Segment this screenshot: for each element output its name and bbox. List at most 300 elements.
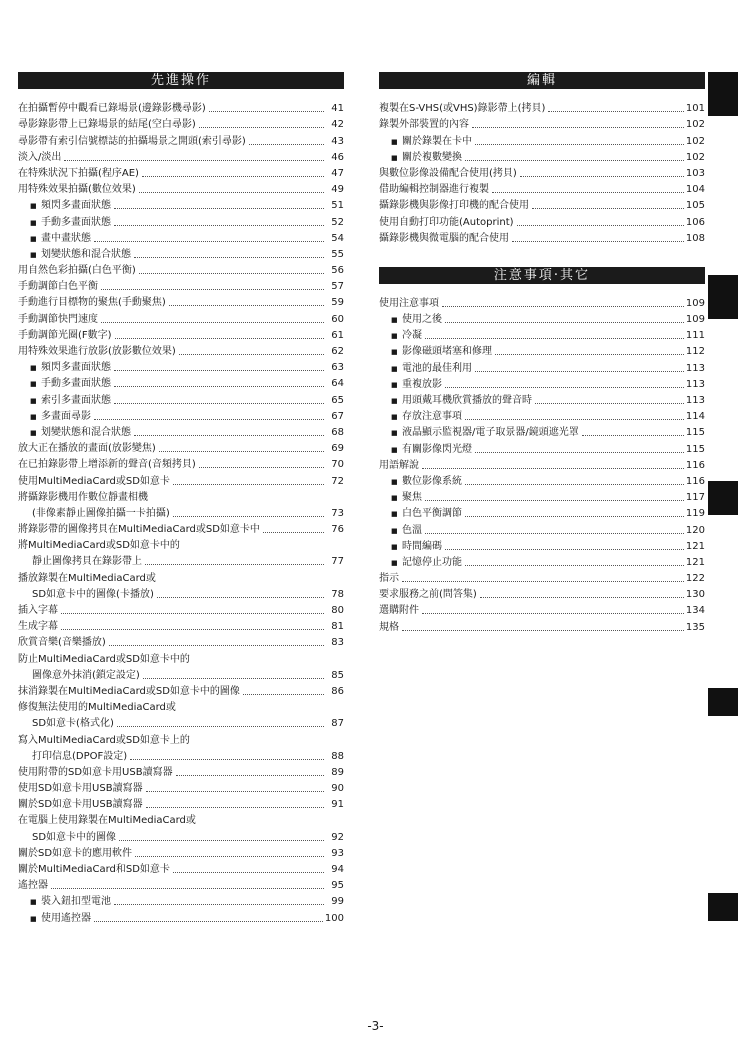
toc-entry <box>379 407 705 423</box>
toc-entry-title: 划變狀態和混合狀態 <box>41 426 131 438</box>
toc-entry-page-number: 101 <box>685 103 705 115</box>
toc-entry-page-number: 68 <box>331 426 344 438</box>
dot-leader <box>475 370 684 372</box>
dot-leader <box>422 467 684 469</box>
dot-leader <box>512 240 684 242</box>
bullet-square-icon: ■ <box>30 202 37 211</box>
toc-entry-title: 聚焦 <box>402 492 422 504</box>
toc-entry-title: 生成字幕 <box>18 621 58 633</box>
toc-entry-title: 將錄影帶的圖像拷貝在MultiMediaCard或SD如意卡中 <box>18 524 260 536</box>
section-heading-advanced-operations: 先進操作 <box>18 72 344 89</box>
dot-leader <box>475 143 684 145</box>
toc-entry-page-number: 117 <box>685 492 705 504</box>
toc-entry-title: 划變狀態和混合狀態 <box>41 248 131 260</box>
toc-entry <box>18 844 344 860</box>
bullet-square-icon: ■ <box>391 316 398 325</box>
toc-entry <box>18 196 344 212</box>
toc-entry-title: 手動調節白色平衡 <box>18 281 98 293</box>
dot-leader <box>495 353 684 355</box>
toc-entry <box>18 131 344 147</box>
toc-entry-title: 使用附帶的SD如意卡用USB讀寫器 <box>18 766 173 778</box>
dot-leader <box>243 693 324 695</box>
bullet-square-icon: ■ <box>30 914 37 923</box>
bullet-square-icon: ■ <box>391 429 398 438</box>
toc-entry-page-number: 109 <box>685 297 705 309</box>
dot-leader <box>114 207 324 209</box>
toc-entry <box>379 115 705 131</box>
toc-entry-title: 打印信息(DPOF設定) <box>32 750 128 762</box>
dot-leader <box>61 612 324 614</box>
toc-entry <box>18 277 344 293</box>
dot-leader <box>445 386 684 388</box>
bullet-square-icon: ■ <box>30 428 37 437</box>
toc-entry-page-number: 134 <box>685 605 705 617</box>
toc-entry <box>18 585 344 601</box>
toc-entry-title: SD如意卡中的圖像 <box>32 831 117 843</box>
toc-entry-title: 用頭戴耳機欣賞播放的聲音時 <box>402 395 532 406</box>
toc-entry-page-number: 116 <box>685 459 705 471</box>
toc-entry-title: 時間編碼 <box>402 540 442 552</box>
toc-entry-title: 有關影像閃光燈 <box>402 443 472 455</box>
toc-entry-page-number: 78 <box>331 588 344 600</box>
toc-entry <box>18 261 344 277</box>
toc-entry-title: 記憶停止功能 <box>402 556 462 568</box>
dot-leader <box>425 532 684 534</box>
dot-leader <box>61 628 324 630</box>
toc-entry <box>18 374 344 390</box>
toc-entry-title: 修復無法使用的MultiMediaCard或 <box>18 702 176 714</box>
dot-leader <box>425 499 684 501</box>
dot-leader <box>517 224 684 226</box>
toc-entry-title: 重複放影 <box>402 378 442 390</box>
toc-entry-title: 與數位影像設備配合使用(拷貝) <box>379 167 517 179</box>
dot-leader <box>445 321 684 323</box>
toc-entry <box>379 553 705 569</box>
toc-entry-title: 用語解說 <box>379 459 419 471</box>
toc-entry <box>18 747 344 763</box>
toc-entry <box>379 456 705 472</box>
toc-entry-title: 頻閃多畫面狀態 <box>41 362 111 374</box>
toc-entry-title: 在特殊狀況下拍攝(程序AE) <box>18 167 139 179</box>
toc-entry-page-number: 115 <box>685 443 705 455</box>
dot-leader <box>465 418 684 420</box>
toc-entry-title: 關於錄製在卡中 <box>402 135 472 147</box>
toc-entry-title: 複製在S-VHS(或VHS)錄影帶上(拷貝) <box>379 103 546 115</box>
bullet-square-icon: ■ <box>30 898 37 907</box>
toc-entry-page-number: 114 <box>685 411 705 423</box>
toc-entry <box>18 471 344 487</box>
dot-leader <box>173 483 324 485</box>
dot-leader <box>445 548 684 550</box>
bullet-square-icon: ■ <box>391 542 398 551</box>
bullet-square-icon: ■ <box>30 234 37 243</box>
toc-entry-page-number: 62 <box>331 346 344 357</box>
toc-entry <box>18 180 344 196</box>
toc-entry-title: SD如意卡中的圖像(卡播放) <box>32 588 154 600</box>
dot-leader <box>209 110 324 112</box>
toc-entry-title: 使用自動打印功能(Autoprint) <box>379 216 514 228</box>
toc-entry-title: 使用遙控器 <box>41 912 91 924</box>
toc-entry-page-number: 93 <box>331 847 344 859</box>
dot-leader <box>51 887 324 889</box>
dot-leader <box>101 288 324 290</box>
toc-entry <box>379 504 705 520</box>
toc-entry <box>379 391 705 407</box>
toc-entry-page-number: 91 <box>331 799 344 811</box>
toc-entry <box>18 293 344 309</box>
toc-entry-page-number: 99 <box>331 896 344 908</box>
dot-leader <box>94 920 323 922</box>
dot-leader <box>146 790 324 792</box>
dot-leader <box>94 240 324 242</box>
bullet-square-icon: ■ <box>391 380 398 389</box>
toc-entry-title: 在拍攝暫停中觀看已錄場景(邊錄影機尋影) <box>18 103 206 115</box>
index-tab-marker <box>708 688 738 716</box>
bullet-square-icon: ■ <box>391 332 398 341</box>
toc-entry-title: 關於SD如意卡用USB讀寫器 <box>18 799 143 811</box>
toc-entry-title: 插入字幕 <box>18 605 58 616</box>
bullet-square-icon: ■ <box>30 412 37 421</box>
bullet-square-icon: ■ <box>391 445 398 454</box>
toc-entry <box>18 633 344 649</box>
dot-leader <box>142 175 324 177</box>
toc-entry <box>18 358 344 374</box>
toc-entry-page-number: 102 <box>685 135 705 147</box>
toc-entry <box>18 876 344 892</box>
toc-entry-title: 攝錄影機與微電腦的配合使用 <box>379 232 509 244</box>
toc-entry-page-number: 46 <box>331 151 344 163</box>
toc-entry-title: 關於SD如意卡的應用軟件 <box>18 847 133 859</box>
bullet-square-icon: ■ <box>391 558 398 567</box>
toc-entry-title: 白色平衡調節 <box>402 508 462 520</box>
toc-entry-title: 放大正在播放的畫面(放影變焦) <box>18 443 156 455</box>
toc-entry <box>379 212 705 228</box>
dot-leader <box>114 369 324 371</box>
toc-entry-title: 裝入鈕扣型電池 <box>41 896 111 908</box>
index-tab-marker <box>708 72 738 116</box>
dot-leader <box>548 110 684 112</box>
toc-entry-page-number: 73 <box>331 507 344 519</box>
toc-entry-page-number: 57 <box>331 281 344 293</box>
dot-leader <box>169 304 324 306</box>
toc-entry-page-number: 63 <box>331 362 344 374</box>
toc-entry <box>18 649 344 665</box>
dot-leader <box>135 855 324 857</box>
toc-entry <box>379 180 705 196</box>
bullet-square-icon: ■ <box>30 250 37 259</box>
toc-entry <box>379 520 705 536</box>
toc-entry-page-number: 52 <box>331 216 344 228</box>
dot-leader <box>465 564 684 566</box>
dot-leader <box>64 159 324 161</box>
toc-entry <box>18 568 344 584</box>
toc-entry-page-number: 120 <box>685 524 705 536</box>
toc-entry-title: 寫入MultiMediaCard或SD如意卡上的 <box>18 734 190 746</box>
dot-leader <box>159 450 324 452</box>
dot-leader <box>402 580 684 582</box>
dot-leader <box>115 337 324 339</box>
toc-entry-title: 多畫面尋影 <box>41 410 91 422</box>
toc-entry-page-number: 90 <box>331 783 344 795</box>
toc-entry-page-number: 104 <box>685 184 705 196</box>
dot-leader <box>465 515 684 517</box>
dot-leader <box>492 191 684 193</box>
toc-entry <box>18 682 344 698</box>
toc-entry <box>18 390 344 406</box>
toc-entry <box>379 439 705 455</box>
toc-entry <box>379 310 705 326</box>
toc-entry-title: 液晶顯示監視器/電子取景器/鏡頭遮光罩 <box>402 427 579 439</box>
toc-entry-title: 頻閃多畫面狀態 <box>41 200 111 212</box>
toc-entry-page-number: 103 <box>685 167 705 179</box>
toc-entry <box>18 488 344 504</box>
toc-entry-title: 將MultiMediaCard或SD如意卡中的 <box>18 540 180 552</box>
toc-entry <box>18 908 344 924</box>
toc-entry-title: 尋影帶有索引信號標誌的拍攝場景之開頭(索引尋影) <box>18 135 246 147</box>
toc-entry <box>379 585 705 601</box>
toc-entry-title: 使用之後 <box>402 314 442 326</box>
toc-entry-title: 選購附件 <box>379 605 419 617</box>
index-tab-marker <box>708 893 738 921</box>
toc-entry-title: 靜止圖像拷貝在錄影帶上 <box>32 556 142 568</box>
toc-entry <box>379 488 705 504</box>
dot-leader <box>119 839 324 841</box>
dot-leader <box>117 725 324 727</box>
toc-entry-page-number: 76 <box>331 524 344 536</box>
dot-leader <box>179 353 324 355</box>
toc-entry-page-number: 113 <box>685 362 705 374</box>
editing-toc <box>379 99 705 245</box>
toc-entry-title: 攝錄影機與影像打印機的配合使用 <box>379 200 529 212</box>
page-number: -3- <box>367 1019 384 1033</box>
toc-entry-page-number: 109 <box>685 314 705 326</box>
dot-leader <box>472 126 684 128</box>
dot-leader <box>402 629 684 631</box>
dot-leader <box>130 758 324 760</box>
toc-entry-page-number: 47 <box>331 167 344 179</box>
toc-entry-title: 在電腦上使用錄製在MultiMediaCard或 <box>18 815 196 827</box>
toc-entry <box>379 326 705 342</box>
toc-entry <box>18 714 344 730</box>
bullet-square-icon: ■ <box>391 348 398 357</box>
toc-entry-page-number: 88 <box>331 750 344 762</box>
toc-entry-title: 關於複數變換 <box>402 151 462 163</box>
toc-entry-title: 存放注意事項 <box>402 411 462 423</box>
toc-entry-title: 用自然色彩拍攝(白色平衡) <box>18 265 136 277</box>
bullet-square-icon: ■ <box>391 397 398 405</box>
toc-entry <box>379 569 705 585</box>
toc-entry <box>379 617 705 633</box>
toc-entry-title: SD如意卡(格式化) <box>32 718 114 730</box>
toc-entry-title: 遙控器 <box>18 880 48 892</box>
toc-entry-page-number: 49 <box>331 184 344 196</box>
section-heading-editing: 編輯 <box>379 72 705 89</box>
toc-entry-page-number: 69 <box>331 443 344 455</box>
toc-entry <box>18 860 344 876</box>
dot-leader <box>442 305 684 307</box>
dot-leader <box>535 402 684 404</box>
bullet-square-icon: ■ <box>30 396 37 405</box>
toc-entry-page-number: 81 <box>331 621 344 633</box>
toc-entry-page-number: 121 <box>685 556 705 568</box>
bullet-square-icon: ■ <box>391 413 398 422</box>
toc-entry-title: 防止MultiMediaCard或SD如意卡中的 <box>18 653 190 665</box>
toc-entry-page-number: 72 <box>331 475 344 487</box>
toc-entry <box>18 212 344 228</box>
toc-entry-title: 在已拍錄影帶上增添新的聲音(音頻拷貝) <box>18 459 196 471</box>
toc-entry <box>379 131 705 147</box>
dot-leader <box>134 256 324 258</box>
toc-entry-title: 影像磁頭堵塞和修理 <box>402 346 492 358</box>
bullet-square-icon: ■ <box>391 526 398 535</box>
toc-entry <box>18 520 344 536</box>
toc-entry-page-number: 64 <box>331 378 344 390</box>
toc-entry-page-number: 67 <box>331 410 344 422</box>
dot-leader <box>173 871 324 873</box>
toc-entry <box>18 552 344 568</box>
dot-leader <box>114 385 324 387</box>
toc-entry-title: 借助編輯控制器進行複製 <box>379 184 489 196</box>
toc-entry-title: 手動多畫面狀態 <box>41 216 111 228</box>
section-heading-precautions-others: 注意事項·其它 <box>379 267 705 284</box>
toc-entry-title: 使用MultiMediaCard或SD如意卡 <box>18 475 170 487</box>
toc-entry-page-number: 59 <box>331 297 344 309</box>
toc-entry-page-number: 121 <box>685 540 705 552</box>
toc-entry <box>379 196 705 212</box>
advanced-operations-column <box>18 72 344 925</box>
toc-entry <box>379 294 705 310</box>
bullet-square-icon: ■ <box>391 364 398 373</box>
toc-entry-page-number: 51 <box>331 200 344 212</box>
dot-leader <box>465 483 684 485</box>
toc-entry <box>18 601 344 617</box>
dot-leader <box>532 207 684 209</box>
toc-entry-title: 欣賞音樂(音樂播放) <box>18 637 106 649</box>
toc-entry-page-number: 105 <box>685 200 705 212</box>
dot-leader <box>146 806 324 808</box>
toc-entry-page-number: 61 <box>331 329 344 341</box>
toc-entry-title: 電池的最佳利用 <box>402 362 472 374</box>
toc-entry <box>18 617 344 633</box>
toc-entry <box>379 164 705 180</box>
toc-entry-page-number: 102 <box>685 151 705 163</box>
bullet-square-icon: ■ <box>391 494 398 503</box>
toc-entry-title: 手動多畫面狀態 <box>41 378 111 390</box>
toc-entry-page-number: 115 <box>685 427 705 439</box>
toc-entry <box>18 148 344 164</box>
toc-entry-page-number: 41 <box>331 103 344 115</box>
toc-entry-title: 淡入/淡出 <box>18 151 62 163</box>
dot-leader <box>422 612 684 614</box>
toc-entry <box>18 827 344 843</box>
dot-leader <box>94 418 324 420</box>
toc-entry-page-number: 86 <box>331 685 344 697</box>
toc-entry-page-number: 92 <box>331 831 344 843</box>
toc-entry-title: 抹消錄製在MultiMediaCard或SD如意卡中的圖像 <box>18 685 240 697</box>
toc-entry-page-number: 65 <box>331 394 344 406</box>
toc-entry <box>18 795 344 811</box>
toc-entry-title: 手動調節快門速度 <box>18 313 98 325</box>
dot-leader <box>114 402 324 404</box>
dot-leader <box>173 515 324 517</box>
toc-entry-page-number: 102 <box>685 119 705 131</box>
toc-entry-page-number: 87 <box>331 718 344 730</box>
dot-leader <box>465 159 684 161</box>
toc-entry <box>18 439 344 455</box>
dot-leader <box>134 434 324 436</box>
toc-entry <box>18 698 344 714</box>
toc-entry <box>18 779 344 795</box>
dot-leader <box>101 321 324 323</box>
toc-entry-title: 手動調節光圈(F數字) <box>18 329 112 341</box>
toc-entry-page-number: 55 <box>331 248 344 260</box>
toc-entry <box>379 537 705 553</box>
dot-leader <box>109 644 324 646</box>
toc-entry-title: 使用注意事項 <box>379 297 439 309</box>
dot-leader <box>263 531 324 533</box>
toc-entry-title: 色溫 <box>402 524 422 536</box>
toc-entry-page-number: 94 <box>331 864 344 875</box>
toc-entry-page-number: 95 <box>331 880 344 892</box>
dot-leader <box>143 677 324 679</box>
toc-entry <box>379 148 705 164</box>
toc-entry <box>379 601 705 617</box>
dot-leader <box>114 224 324 226</box>
toc-entry-title: 錄製外部裝置的內容 <box>379 119 469 131</box>
dot-leader <box>199 126 324 128</box>
dot-leader <box>475 451 684 453</box>
toc-entry-page-number: 111 <box>685 330 705 342</box>
bullet-square-icon: ■ <box>391 477 398 486</box>
toc-entry <box>18 423 344 439</box>
toc-entry-title: 數位影像系統 <box>402 475 462 487</box>
bullet-square-icon: ■ <box>391 510 398 519</box>
toc-entry-page-number: 43 <box>331 135 344 147</box>
toc-entry-title: 規格 <box>379 621 399 633</box>
toc-entry <box>18 229 344 245</box>
toc-entry-page-number: 60 <box>331 313 344 325</box>
toc-entry-page-number: 135 <box>685 621 705 633</box>
toc-entry-title: 用特殊效果進行放影(放影數位效果) <box>18 346 176 357</box>
toc-entry-page-number: 113 <box>685 395 705 406</box>
toc-entry <box>379 342 705 358</box>
toc-entry <box>18 407 344 423</box>
dot-leader <box>157 596 324 598</box>
toc-entry-title: 關於MultiMediaCard和SD如意卡 <box>18 864 170 875</box>
toc-entry-title: 手動進行目標物的聚焦(手動聚焦) <box>18 297 166 309</box>
toc-entry-page-number: 100 <box>324 912 344 924</box>
toc-entry-page-number: 108 <box>685 232 705 244</box>
toc-entry-page-number: 80 <box>331 605 344 616</box>
toc-entry-page-number: 56 <box>331 265 344 277</box>
toc-entry-title: 使用SD如意卡用USB讀寫器 <box>18 783 143 795</box>
toc-entry-title: 畫中畫狀態 <box>41 232 91 244</box>
bullet-square-icon: ■ <box>391 153 398 162</box>
toc-entry <box>379 423 705 439</box>
toc-entry-page-number: 113 <box>685 378 705 390</box>
toc-entry-page-number: 106 <box>685 216 705 228</box>
toc-entry-page-number: 122 <box>685 573 705 585</box>
toc-entry <box>18 730 344 746</box>
toc-entry-title: 冷凝 <box>402 330 422 342</box>
toc-entry <box>379 229 705 245</box>
toc-entry-title: 用特殊效果拍攝(數位效果) <box>18 184 136 196</box>
toc-entry <box>18 666 344 682</box>
toc-entry <box>18 455 344 471</box>
dot-leader <box>139 272 324 274</box>
index-tab-marker <box>708 275 738 319</box>
toc-entry <box>18 811 344 827</box>
